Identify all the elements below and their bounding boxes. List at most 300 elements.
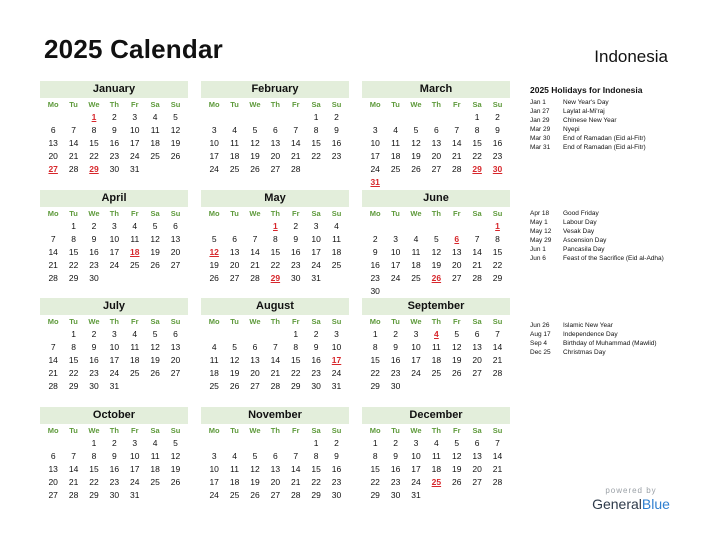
day-cell: 14 <box>492 342 503 353</box>
empty-cell <box>204 111 224 124</box>
day-cell: 4 <box>393 125 398 136</box>
brand-logo <box>589 486 673 512</box>
day-cell: 20 <box>472 464 482 475</box>
day-cell: 5 <box>252 451 258 462</box>
month-header: May <box>201 190 349 207</box>
weekday-label: Su <box>170 317 181 326</box>
month-march <box>362 81 510 190</box>
day-cell: 24 <box>209 490 219 501</box>
weekday-label: Tu <box>391 209 400 218</box>
day-cell: 6 <box>252 342 258 353</box>
weekday-label: Sa <box>150 209 160 218</box>
weekday-label: Tu <box>69 100 78 109</box>
holiday-date: Jun 1 <box>530 245 546 253</box>
weekday-label: Tu <box>391 317 400 326</box>
holiday-item <box>530 135 710 144</box>
day-cell: 11 <box>411 247 421 258</box>
day-cell: 18 <box>229 477 240 488</box>
powered-by-text: powered by <box>605 486 657 495</box>
day-cell: 6 <box>273 451 278 462</box>
weekday-label: Mo <box>47 317 59 326</box>
day-cell: 20 <box>250 368 260 379</box>
day-cell: 20 <box>452 260 462 271</box>
weekday-label: Sa <box>150 100 160 109</box>
day-cell: 26 <box>170 477 181 488</box>
day-cell: 2 <box>393 438 398 448</box>
day-cell: 16 <box>370 260 380 271</box>
day-cell: 29 <box>311 490 321 501</box>
weekday-label: Tu <box>69 209 78 218</box>
holiday-day-cell: 6 <box>454 234 460 245</box>
day-cell: 18 <box>431 464 442 475</box>
day-cell: 5 <box>152 329 158 339</box>
holiday-name: Christmas Day <box>563 348 606 356</box>
day-cell: 14 <box>68 138 79 149</box>
holiday-name: Labour Day <box>563 218 597 226</box>
holiday-day-cell: 27 <box>48 164 58 175</box>
holiday-day-cell: 29 <box>270 273 281 284</box>
day-cell: 10 <box>370 138 380 149</box>
day-cell: 25 <box>331 260 342 271</box>
day-cell: 2 <box>293 221 299 231</box>
weekday-label: Th <box>109 209 119 218</box>
weekday-label: Su <box>492 100 503 109</box>
holiday-date: May 1 <box>530 218 548 226</box>
day-cell: 14 <box>250 247 260 258</box>
empty-cell <box>265 437 285 450</box>
day-cell: 28 <box>48 381 58 392</box>
day-cell: 17 <box>130 464 140 475</box>
day-cell: 8 <box>372 451 378 462</box>
day-cell: 7 <box>293 125 299 136</box>
day-cell: 3 <box>393 234 398 245</box>
weekday-label: Tu <box>69 317 78 326</box>
day-cell: 10 <box>331 342 342 353</box>
day-cell: 21 <box>492 355 503 366</box>
day-cell: 22 <box>492 260 503 271</box>
day-cell: 18 <box>150 464 160 475</box>
day-cell: 25 <box>229 490 240 501</box>
weekday-label: Th <box>431 317 441 326</box>
day-cell: 15 <box>472 138 482 149</box>
weekday-label: We <box>88 100 100 109</box>
weekday-label: Fr <box>131 426 139 435</box>
day-cell: 8 <box>313 451 319 462</box>
day-cell: 27 <box>170 368 181 379</box>
day-cell: 23 <box>109 477 120 488</box>
day-cell: 3 <box>313 221 319 231</box>
empty-cell <box>43 111 63 124</box>
empty-cell <box>245 111 265 124</box>
holiday-name: New Year's Day <box>563 99 609 106</box>
day-cell: 4 <box>334 221 339 231</box>
weekday-label: Sa <box>472 100 482 109</box>
day-cell: 27 <box>270 164 281 175</box>
day-cell: 28 <box>68 164 79 175</box>
weekday-label: Fr <box>292 100 300 109</box>
empty-cell <box>43 220 63 233</box>
month-november <box>201 407 349 502</box>
day-cell: 26 <box>250 490 260 501</box>
weekday-label: Mo <box>208 100 220 109</box>
day-cell: 21 <box>492 464 503 475</box>
day-cell: 3 <box>132 112 138 122</box>
day-cell: 8 <box>372 342 378 353</box>
day-cell: 8 <box>293 342 299 353</box>
day-cell: 18 <box>331 247 342 258</box>
day-cell: 31 <box>411 490 421 501</box>
empty-cell <box>406 111 426 124</box>
day-cell: 7 <box>71 125 76 136</box>
day-cell: 8 <box>474 125 480 136</box>
weekday-label: Fr <box>131 317 139 326</box>
month-august <box>201 298 349 393</box>
day-cell: 9 <box>91 234 97 245</box>
day-cell: 26 <box>229 381 240 392</box>
day-cell: 3 <box>334 329 339 339</box>
empty-cell <box>406 220 426 233</box>
day-cell: 4 <box>232 451 237 462</box>
day-cell: 6 <box>50 125 56 136</box>
weekday-label: Su <box>170 426 181 435</box>
day-cell: 5 <box>173 112 178 122</box>
holiday-day-cell: 18 <box>130 247 140 258</box>
holiday-item <box>530 228 710 237</box>
weekday-label: We <box>410 209 422 218</box>
day-cell: 19 <box>150 355 160 366</box>
day-cell: 25 <box>411 273 421 284</box>
day-cell: 11 <box>130 234 140 245</box>
day-grid <box>204 98 349 176</box>
day-grid <box>204 424 349 502</box>
day-cell: 17 <box>311 247 321 258</box>
day-cell: 20 <box>431 151 442 162</box>
day-cell: 18 <box>209 368 219 379</box>
weekday-label: Th <box>109 317 119 326</box>
empty-cell <box>204 328 224 341</box>
weekday-label: Sa <box>150 426 160 435</box>
day-cell: 27 <box>48 490 58 501</box>
day-cell: 27 <box>472 477 482 488</box>
holiday-name: Islamic New Year <box>563 322 613 329</box>
day-cell: 1 <box>474 112 480 122</box>
day-cell: 18 <box>229 151 240 162</box>
day-grid <box>204 315 349 393</box>
weekday-label: Sa <box>472 317 482 326</box>
holiday-day-cell: 1 <box>495 221 500 231</box>
day-cell: 16 <box>492 138 503 149</box>
day-cell: 20 <box>270 477 281 488</box>
weekday-label: We <box>88 426 100 435</box>
brand-blue: Blue <box>641 496 670 512</box>
day-cell: 22 <box>370 477 380 488</box>
holiday-day-cell: 29 <box>472 164 482 175</box>
day-cell: 23 <box>89 260 99 271</box>
day-cell: 17 <box>130 138 140 149</box>
weekday-label: Tu <box>230 317 239 326</box>
day-cell: 7 <box>495 329 500 339</box>
weekday-label: Mo <box>369 317 381 326</box>
day-cell: 19 <box>229 368 240 379</box>
brand-name <box>589 496 673 512</box>
holiday-item <box>530 219 710 228</box>
day-cell: 30 <box>370 286 380 297</box>
holiday-date: Dec 25 <box>530 348 551 356</box>
weekday-label: Su <box>331 426 342 435</box>
weekday-label: Th <box>270 426 280 435</box>
day-cell: 15 <box>311 464 321 475</box>
day-cell: 28 <box>492 368 503 379</box>
weekday-label: Tu <box>391 426 400 435</box>
day-cell: 11 <box>130 342 140 353</box>
weekday-label: Mo <box>208 317 220 326</box>
day-cell: 16 <box>390 355 401 366</box>
empty-cell <box>426 111 446 124</box>
day-cell: 14 <box>68 464 79 475</box>
day-cell: 12 <box>150 234 160 245</box>
day-cell: 26 <box>411 164 421 175</box>
day-cell: 23 <box>370 273 380 284</box>
day-cell: 29 <box>370 490 380 501</box>
day-cell: 5 <box>173 438 178 448</box>
day-cell: 21 <box>270 368 281 379</box>
weekday-label: Sa <box>311 426 321 435</box>
day-cell: 14 <box>270 355 281 366</box>
day-grid <box>43 424 188 502</box>
weekday-label: Sa <box>472 209 482 218</box>
day-cell: 3 <box>413 329 419 339</box>
day-cell: 21 <box>291 151 301 162</box>
weekday-label: Fr <box>453 426 461 435</box>
empty-cell <box>286 111 306 124</box>
day-cell: 9 <box>393 451 398 462</box>
day-cell: 26 <box>250 164 260 175</box>
day-cell: 30 <box>311 381 321 392</box>
weekday-label: We <box>410 100 422 109</box>
page-title: 2025 Calendar <box>44 34 223 64</box>
day-cell: 31 <box>109 381 120 392</box>
day-cell: 13 <box>48 138 58 149</box>
month-header: September <box>362 298 510 315</box>
day-cell: 9 <box>112 451 117 462</box>
month-september <box>362 298 510 393</box>
day-cell: 15 <box>89 464 99 475</box>
day-cell: 24 <box>109 368 120 379</box>
weekday-label: We <box>249 426 261 435</box>
weekday-label: Mo <box>369 426 381 435</box>
holiday-name: End of Ramadan (Eid al-Fitr) <box>563 134 646 142</box>
holiday-item <box>530 331 710 340</box>
day-cell: 22 <box>68 260 79 271</box>
weekday-label: Sa <box>311 100 321 109</box>
day-cell: 17 <box>370 151 380 162</box>
day-cell: 25 <box>130 368 140 379</box>
day-cell: 10 <box>411 451 421 462</box>
weekday-label: Mo <box>208 426 220 435</box>
day-cell: 17 <box>411 464 421 475</box>
month-header: June <box>362 190 510 207</box>
day-cell: 22 <box>311 151 321 162</box>
day-cell: 5 <box>454 329 460 339</box>
day-cell: 24 <box>370 164 380 175</box>
weekday-label: Th <box>270 100 280 109</box>
day-cell: 25 <box>229 164 240 175</box>
day-cell: 4 <box>232 125 237 136</box>
day-cell: 13 <box>229 247 240 258</box>
empty-cell <box>43 437 63 450</box>
day-cell: 31 <box>130 490 140 501</box>
empty-cell <box>43 328 63 341</box>
day-cell: 5 <box>454 438 460 448</box>
month-october <box>40 407 188 502</box>
weekday-label: Fr <box>131 100 139 109</box>
day-cell: 1 <box>71 329 76 339</box>
day-cell: 6 <box>173 221 178 231</box>
day-cell: 12 <box>170 125 181 136</box>
day-cell: 24 <box>411 477 421 488</box>
holiday-item <box>530 210 710 219</box>
day-cell: 19 <box>170 138 181 149</box>
day-cell: 27 <box>452 273 462 284</box>
month-february <box>201 81 349 176</box>
weekday-label: We <box>88 317 100 326</box>
day-cell: 12 <box>431 247 442 258</box>
empty-cell <box>286 437 306 450</box>
empty-cell <box>426 220 446 233</box>
day-cell: 8 <box>91 451 97 462</box>
holidays-title: 2025 Holidays for Indonesia <box>530 85 643 95</box>
empty-cell <box>265 111 285 124</box>
day-cell: 4 <box>413 234 419 245</box>
empty-cell <box>224 111 244 124</box>
day-cell: 30 <box>109 164 120 175</box>
day-cell: 16 <box>291 247 301 258</box>
day-cell: 23 <box>109 151 120 162</box>
day-cell: 25 <box>209 381 219 392</box>
day-cell: 5 <box>413 125 419 136</box>
day-cell: 9 <box>495 125 500 136</box>
day-cell: 1 <box>293 329 299 339</box>
holiday-item <box>530 99 710 108</box>
day-cell: 26 <box>150 368 160 379</box>
holiday-list-q2 <box>530 210 710 263</box>
day-cell: 8 <box>313 125 319 136</box>
empty-cell <box>265 328 285 341</box>
weekday-label: We <box>249 317 261 326</box>
day-cell: 7 <box>293 451 299 462</box>
day-cell: 16 <box>89 247 99 258</box>
month-header: August <box>201 298 349 315</box>
day-cell: 12 <box>452 342 462 353</box>
day-cell: 17 <box>209 477 219 488</box>
day-cell: 12 <box>250 138 260 149</box>
day-cell: 16 <box>89 355 99 366</box>
weekday-label: Mo <box>47 426 59 435</box>
holiday-date: Jan 27 <box>530 107 550 115</box>
day-cell: 16 <box>331 138 342 149</box>
holiday-day-cell: 30 <box>492 164 503 175</box>
weekday-label: Th <box>431 209 441 218</box>
day-cell: 22 <box>311 477 321 488</box>
empty-cell <box>63 437 83 450</box>
holiday-day-cell: 12 <box>209 247 219 258</box>
day-cell: 6 <box>434 125 439 136</box>
day-cell: 25 <box>150 477 160 488</box>
day-cell: 15 <box>370 355 380 366</box>
day-cell: 5 <box>211 234 217 245</box>
day-cell: 18 <box>390 151 401 162</box>
month-header: March <box>362 81 510 98</box>
day-grid <box>43 207 188 285</box>
empty-cell <box>245 328 265 341</box>
day-cell: 13 <box>270 138 281 149</box>
month-header: November <box>201 407 349 424</box>
day-cell: 29 <box>68 381 79 392</box>
day-cell: 15 <box>492 247 503 258</box>
day-cell: 27 <box>472 368 482 379</box>
day-cell: 3 <box>413 438 419 448</box>
empty-cell <box>385 111 405 124</box>
holiday-date: Apr 18 <box>530 210 550 217</box>
day-cell: 25 <box>130 260 140 271</box>
holiday-item <box>530 117 710 126</box>
day-cell: 2 <box>334 112 339 122</box>
weekday-label: Fr <box>292 426 300 435</box>
day-cell: 26 <box>150 260 160 271</box>
empty-cell <box>245 437 265 450</box>
day-cell: 21 <box>472 260 482 271</box>
day-cell: 6 <box>474 329 480 339</box>
day-cell: 30 <box>291 273 301 284</box>
day-cell: 27 <box>270 490 281 501</box>
month-january <box>40 81 188 176</box>
day-cell: 3 <box>372 125 378 136</box>
holiday-date: Mar 29 <box>530 125 551 133</box>
day-cell: 23 <box>390 477 401 488</box>
day-cell: 31 <box>130 164 140 175</box>
empty-cell <box>204 437 224 450</box>
day-cell: 18 <box>431 355 442 366</box>
weekday-label: Sa <box>311 317 321 326</box>
day-cell: 13 <box>48 464 58 475</box>
day-cell: 5 <box>232 342 237 353</box>
day-cell: 3 <box>211 125 217 136</box>
day-cell: 12 <box>452 451 462 462</box>
day-cell: 2 <box>313 329 319 339</box>
day-cell: 6 <box>173 329 178 339</box>
brand-general: General <box>592 496 642 512</box>
day-cell: 4 <box>211 342 217 353</box>
day-cell: 12 <box>411 138 421 149</box>
month-header: February <box>201 81 349 98</box>
day-cell: 6 <box>232 234 237 245</box>
day-cell: 21 <box>291 477 301 488</box>
holiday-item <box>530 237 710 246</box>
day-cell: 2 <box>393 329 398 339</box>
day-cell: 17 <box>109 355 120 366</box>
day-cell: 9 <box>112 125 117 136</box>
day-cell: 15 <box>311 138 321 149</box>
day-cell: 7 <box>495 438 500 448</box>
day-cell: 9 <box>334 451 339 462</box>
weekday-label: Su <box>331 209 342 218</box>
day-cell: 28 <box>270 381 281 392</box>
day-cell: 22 <box>89 477 99 488</box>
day-cell: 13 <box>431 138 442 149</box>
day-cell: 16 <box>331 464 342 475</box>
holiday-date: Sep 4 <box>530 339 547 347</box>
day-cell: 25 <box>390 164 401 175</box>
